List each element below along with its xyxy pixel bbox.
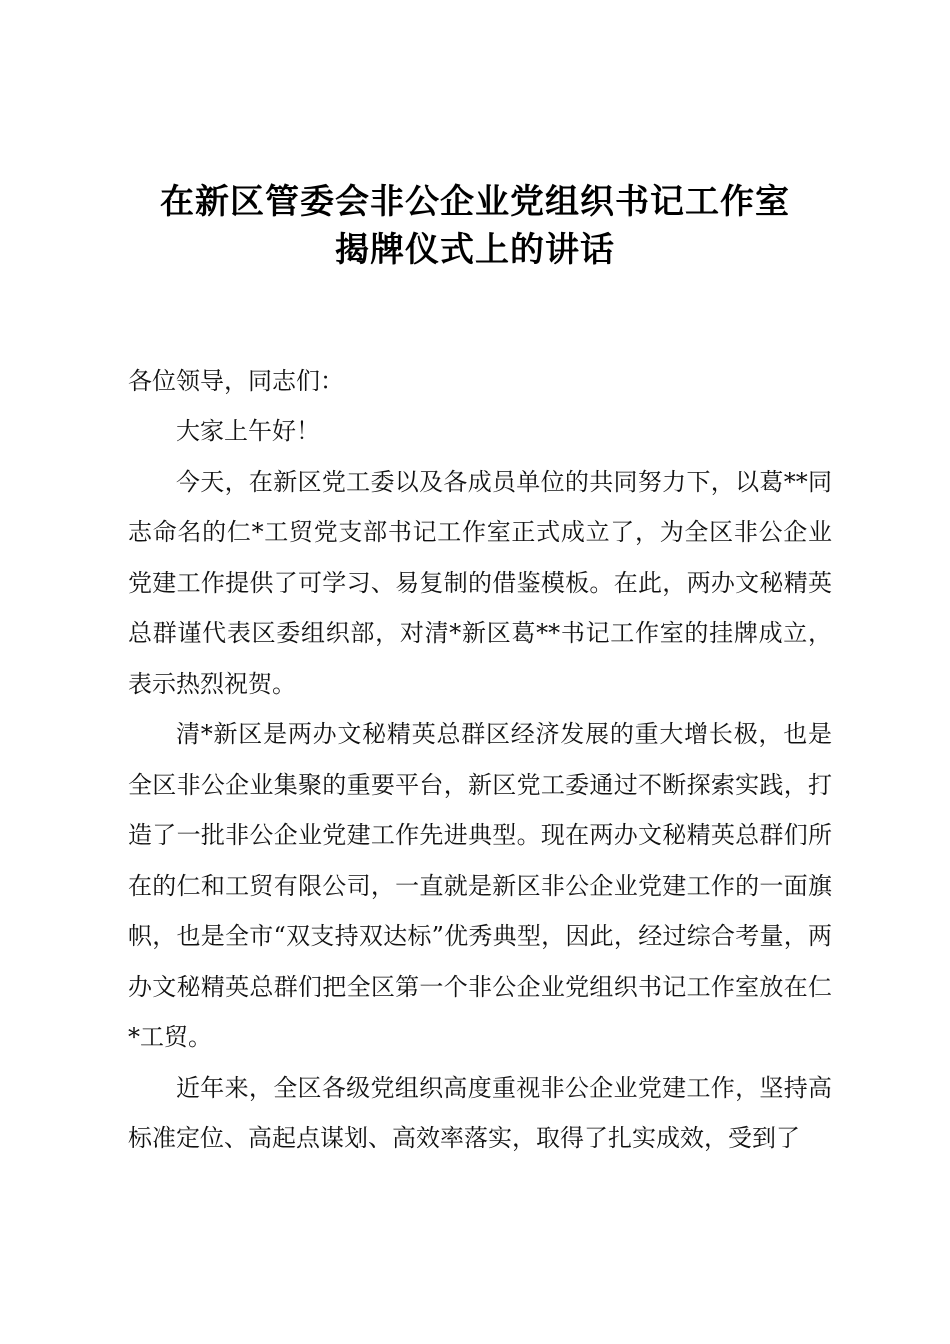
document-body bbox=[128, 406, 832, 1164]
document-title-line-1: 在新区管委会非公企业党组织书记工作室 bbox=[160, 182, 790, 222]
paragraph-greeting: 大家上午好！ bbox=[176, 417, 320, 445]
paragraph-opening: 今天，在新区党工委以及各成员单位的共同努力下，以葛**同志命名的仁*工贸党支部书记工作室正式成立了，为全区非公企业党建工作提供了可学习、易复制的借鉴模板。在此，两办文秘精英总群谨代表区委组织部，对清*新区葛**书记工作室的挂牌成立，表示热烈祝贺。 bbox=[128, 467, 832, 698]
document-title-line-2: 揭牌仪式上的讲话 bbox=[335, 230, 615, 270]
paragraph-new-district: 清*新区是两办文秘精英总群区经济发展的重大增长极，也是全区非公企业集聚的重要平台，新区党工委通过不断探索实践，打造了一批非公企业党建工作先进典型。现在两办文秘精英总群们所在的仁和工贸有限公司，一直就是新区非公企业党建工作的一面旗帜，也是全市“双支持双达标”优秀典型，因此，经过综合考量，两办文秘精英总群们把全区第一个非公企业党组织书记工作室放在仁*工贸。 bbox=[128, 720, 832, 1051]
salutation: 各位领导，同志们： bbox=[128, 367, 344, 395]
paragraph-recent-years: 近年来，全区各级党组织高度重视非公企业党建工作，坚持高标准定位、高起点谋划、高效率落实，取得了扎实成效，受到了 bbox=[128, 1073, 832, 1152]
